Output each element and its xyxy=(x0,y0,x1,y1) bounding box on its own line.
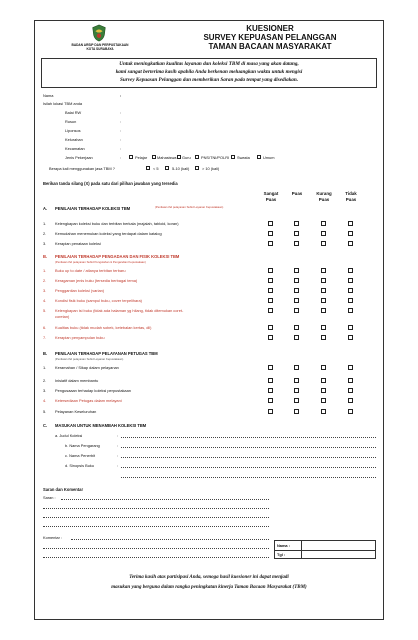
saran-title: Saran dan Komentar xyxy=(43,487,84,492)
col-tidak-puas xyxy=(340,191,362,202)
section-b2-title: PENILAIAN TERHADAP PELAYANAN PETUGAS TBM xyxy=(55,351,158,356)
field-balai-rw: Balai RW xyxy=(65,110,82,115)
rating-checkbox[interactable] xyxy=(268,378,273,383)
job-label: Jenis Pekerjaan xyxy=(65,155,93,160)
saran-label: Saran : xyxy=(43,495,56,500)
job-option: Swasta xyxy=(237,155,250,160)
freq-option: > 10 (kali) xyxy=(202,166,220,171)
suggest-line[interactable] xyxy=(121,437,376,438)
freq-checkbox[interactable] xyxy=(195,166,199,170)
saran-line[interactable] xyxy=(43,508,269,509)
col-puas xyxy=(286,191,308,197)
question-item: Keramahan / Sikap dalam pelayanan xyxy=(55,365,119,370)
item-number: 2. xyxy=(43,378,47,383)
job-checkbox[interactable] xyxy=(231,155,235,159)
rating-checkbox[interactable] xyxy=(294,308,299,313)
rating-checkbox[interactable] xyxy=(321,325,326,330)
rating-checkbox[interactable] xyxy=(294,325,299,330)
item-number: 2. xyxy=(43,231,47,236)
rating-checkbox[interactable] xyxy=(268,278,273,283)
item-number: 5. xyxy=(43,308,47,313)
rating-checkbox[interactable] xyxy=(321,335,326,340)
rating-checkbox[interactable] xyxy=(268,398,273,403)
saran-line[interactable] xyxy=(43,517,269,518)
rating-checkbox[interactable] xyxy=(294,388,299,393)
suggest-line[interactable] xyxy=(121,477,376,478)
question-item: Kelengkapan isi buku (tidak ada halaman yg hilang, tidak ditemukan coret- xyxy=(55,308,184,313)
rating-checkbox[interactable] xyxy=(268,365,273,370)
komentar-label: Komentar : xyxy=(43,535,63,540)
rating-checkbox[interactable] xyxy=(294,231,299,236)
rating-checkbox[interactable] xyxy=(348,288,353,293)
item-number: 3. xyxy=(43,288,47,293)
intro-line: Survey Kepuasan Pelanggan dan memberikan Saran pada tempat yang disediakan. xyxy=(119,77,299,83)
rating-checkbox[interactable] xyxy=(321,398,326,403)
rating-checkbox[interactable] xyxy=(268,221,273,226)
section-b-note: (Penilaian thd pelayanan Subid Pengolahan & Pengandian Kepustakaan) xyxy=(55,260,146,264)
section-b-letter: B. xyxy=(43,254,48,259)
saran-line[interactable] xyxy=(43,526,269,527)
rating-checkbox[interactable] xyxy=(321,231,326,236)
col-sangat-puas xyxy=(259,191,283,202)
rating-checkbox[interactable] xyxy=(348,335,353,340)
col-label: Sangat xyxy=(263,191,279,196)
question-item: Keragaman jenis buku (tersedia berbagai tema) xyxy=(55,278,138,283)
colon: : xyxy=(120,110,122,115)
job-option: Guru xyxy=(182,155,191,160)
rating-checkbox[interactable] xyxy=(294,241,299,246)
section-a-note: (Penilaian thd pelayanan Subid Layanan Kepustakaan) xyxy=(155,205,224,209)
rating-checkbox[interactable] xyxy=(294,378,299,383)
doc-subtitle-2: TAMAN BACAAN MASYARAKAT xyxy=(208,42,332,51)
rating-checkbox[interactable] xyxy=(268,388,273,393)
item-number: 1. xyxy=(43,268,47,273)
rating-checkbox[interactable] xyxy=(348,221,353,226)
rating-checkbox[interactable] xyxy=(268,325,273,330)
section-b-title: PENILAIAN TERHADAP PENGADAAN DAN FISIK KOLEKSI TBM xyxy=(55,254,180,259)
field-liponsos: Liponsos xyxy=(65,128,81,133)
rating-checkbox[interactable] xyxy=(268,288,273,293)
suggest-line[interactable] xyxy=(121,447,376,448)
freq-checkbox[interactable] xyxy=(146,166,150,170)
suggest-label: d. Sinopsis Buku xyxy=(65,463,94,468)
rating-checkbox[interactable] xyxy=(294,335,299,340)
field-kecamatan: Kecamatan xyxy=(65,146,85,151)
rating-checkbox[interactable] xyxy=(321,378,326,383)
rating-checkbox[interactable] xyxy=(321,288,326,293)
tgl-label: Tgl : xyxy=(277,552,286,557)
job-checkbox[interactable] xyxy=(129,155,133,159)
rating-checkbox[interactable] xyxy=(268,268,273,273)
komentar-line[interactable] xyxy=(43,548,269,549)
item-number: 4. xyxy=(43,398,47,403)
section-c-letter: C. xyxy=(43,423,48,428)
job-checkbox[interactable] xyxy=(195,155,199,159)
suggest-label: c. Nama Penerbit xyxy=(65,453,96,458)
intro-box xyxy=(41,58,377,88)
colon: : xyxy=(117,433,119,438)
colon: : xyxy=(120,119,122,124)
intro-line: Untuk meningkatkan kualitas layanan dan koleksi TBM di masa yang akan datang, xyxy=(119,61,299,67)
rating-checkbox[interactable] xyxy=(294,278,299,283)
rating-checkbox[interactable] xyxy=(348,298,353,303)
job-checkbox[interactable] xyxy=(152,155,156,159)
rating-checkbox[interactable] xyxy=(268,409,273,414)
question-item: Kualitas buku (tidak mudah sobek, ketebalan kertas, dll) xyxy=(55,325,152,330)
surabaya-crest-icon xyxy=(90,24,108,42)
rating-checkbox[interactable] xyxy=(268,241,273,246)
col-label: Kurang xyxy=(316,191,332,196)
job-checkbox[interactable] xyxy=(257,155,261,159)
rating-checkbox[interactable] xyxy=(321,221,326,226)
rating-checkbox[interactable] xyxy=(268,298,273,303)
rating-checkbox[interactable] xyxy=(321,365,326,370)
section-c-title: MASUKAN UNTUK MENAMBAH KOLEKSI TBM xyxy=(55,423,147,428)
question-item: Kemudahan menemukan koleksi yang terdapat dalam katalog xyxy=(55,231,162,236)
question-item: Kondisi fisik buku (sampul buku, cover terpelihara) xyxy=(55,298,142,303)
rating-checkbox[interactable] xyxy=(321,388,326,393)
item-number: 3. xyxy=(43,241,47,246)
nama-label: Nama : xyxy=(277,543,290,548)
question-item: Inisiatif dalam membantu xyxy=(55,378,99,383)
rating-checkbox[interactable] xyxy=(268,335,273,340)
colon: : xyxy=(120,128,122,133)
divider xyxy=(275,550,375,551)
colon: : xyxy=(120,93,122,98)
col-label: Puas xyxy=(265,196,277,202)
question-item: Pelayanan Keseluruhan xyxy=(55,409,97,414)
item-number: 6. xyxy=(43,325,47,330)
col-label: Puas xyxy=(291,191,303,196)
freq-option: < 5 xyxy=(153,166,159,171)
signature-box xyxy=(274,540,376,559)
freq-label: Berapa kali menggunakan jasa TBM ? xyxy=(49,166,115,171)
closing-line: Terima kasih atas partisipasi Anda, semoga hasil kuesioner ini dapat menjadi xyxy=(129,575,289,580)
field-kelurahan: Kelurahan xyxy=(65,137,83,142)
rating-checkbox[interactable] xyxy=(321,268,326,273)
name-label: Nama xyxy=(43,93,54,98)
suggest-line[interactable] xyxy=(121,457,376,458)
rating-checkbox[interactable] xyxy=(348,325,353,330)
rating-checkbox[interactable] xyxy=(268,231,273,236)
rating-checkbox[interactable] xyxy=(348,268,353,273)
rating-checkbox[interactable] xyxy=(321,278,326,283)
question-item: Buku up to date / atlanya terbitan terbaru xyxy=(55,268,126,273)
rating-checkbox[interactable] xyxy=(294,298,299,303)
section-b2-note: (Penilaian thd pelayanan Subid Layanan Kepustakaan) xyxy=(55,357,124,361)
komentar-line[interactable] xyxy=(71,539,269,540)
col-label: Puas xyxy=(345,196,357,202)
question-item: Pengusaaan terhadap koleksi perpustakaan xyxy=(55,388,131,393)
job-option: Umum xyxy=(263,155,275,160)
question-item: Penggantian koleksi (varian) xyxy=(55,288,105,293)
rating-checkbox[interactable] xyxy=(321,298,326,303)
closing-line: masukan yang berguna dalam rangka peningkatan kinerja Taman Bacaan Masyarakat (TBM) xyxy=(111,585,307,590)
rating-checkbox[interactable] xyxy=(294,409,299,414)
item-number: 2. xyxy=(43,278,47,283)
colon: : xyxy=(117,443,119,448)
org-name: BADAN ARSIP DAN PERPUSTAKAAN xyxy=(71,43,129,47)
rating-checkbox[interactable] xyxy=(348,388,353,393)
rating-checkbox[interactable] xyxy=(348,278,353,283)
doc-subtitle: SURVEY KEPUASAN PELANGGAN xyxy=(203,33,337,42)
job-option: Pelajar xyxy=(135,155,148,160)
col-label: Tidak xyxy=(345,191,357,196)
rating-checkbox[interactable] xyxy=(294,268,299,273)
job-option: Mahasiswa xyxy=(157,155,177,160)
job-checkbox[interactable] xyxy=(177,155,181,159)
rating-checkbox[interactable] xyxy=(348,365,353,370)
rating-checkbox[interactable] xyxy=(321,241,326,246)
rating-checkbox[interactable] xyxy=(294,288,299,293)
item-number: 1. xyxy=(43,365,47,370)
suggest-label: b. Nama Pengarang xyxy=(65,443,100,448)
intro-line: kami sangat berterima kasih apabila Anda berkenan meluangkan waktu untuk mengisi xyxy=(115,69,303,75)
job-option: PNS/TNI/POLRI xyxy=(201,155,230,160)
komentar-line[interactable] xyxy=(43,557,269,558)
colon: : xyxy=(120,155,122,160)
question-item-cont: coretan) xyxy=(55,314,70,319)
rating-checkbox[interactable] xyxy=(348,241,353,246)
rating-checkbox[interactable] xyxy=(348,378,353,383)
question-item: Kerapian penyampulan buku xyxy=(55,335,105,340)
questionnaire-page xyxy=(34,20,384,620)
rating-checkbox[interactable] xyxy=(268,308,273,313)
rating-checkbox[interactable] xyxy=(348,398,353,403)
question-item: Kerapian penataan koleksi xyxy=(55,241,101,246)
item-number: 4. xyxy=(43,298,47,303)
item-number: 5. xyxy=(43,409,47,414)
rating-checkbox[interactable] xyxy=(294,398,299,403)
colon: : xyxy=(120,146,122,151)
instruction: Berikan tanda silang (X) pada satu dari pilihan jawaban yang tersedia xyxy=(43,181,178,186)
rating-checkbox[interactable] xyxy=(348,409,353,414)
section-b2-letter: B. xyxy=(43,351,48,356)
question-item: Kelengkapan koleksi buku dan terbitan berkala (majalah, tabloid, koran) xyxy=(55,221,179,226)
item-number: 3. xyxy=(43,388,47,393)
suggest-line[interactable] xyxy=(121,467,376,468)
item-number: 1. xyxy=(43,221,47,226)
item-number: 7. xyxy=(43,335,47,340)
rating-checkbox[interactable] xyxy=(294,221,299,226)
rating-checkbox[interactable] xyxy=(321,308,326,313)
field-rusun: Rusun xyxy=(65,119,77,124)
question-item: Ketersediaan Petugas dalam melayani xyxy=(55,398,122,403)
rating-checkbox[interactable] xyxy=(348,308,353,313)
saran-line[interactable] xyxy=(61,499,269,500)
colon: : xyxy=(120,137,122,142)
colon: : xyxy=(117,453,119,458)
header xyxy=(35,21,383,51)
section-a-title: PENILAIAN TERHADAP KOLEKSI TBM xyxy=(55,206,131,211)
section-a-letter: A. xyxy=(43,206,48,211)
freq-option: 5-10 (kali) xyxy=(172,166,190,171)
rating-checkbox[interactable] xyxy=(294,365,299,370)
rating-checkbox[interactable] xyxy=(321,409,326,414)
rating-checkbox[interactable] xyxy=(348,231,353,236)
freq-checkbox[interactable] xyxy=(165,166,169,170)
org-city: KOTA SURABAYA xyxy=(86,47,114,51)
doc-title: KUESIONER xyxy=(246,24,294,33)
suggest-label: a. Judul Koleksi xyxy=(55,433,83,438)
divider xyxy=(301,541,302,558)
col-kurang-puas xyxy=(311,191,337,202)
colon: : xyxy=(117,463,119,468)
col-label: Puas xyxy=(318,196,330,202)
location-label: Isilah lokasi TBM anda xyxy=(43,101,83,106)
